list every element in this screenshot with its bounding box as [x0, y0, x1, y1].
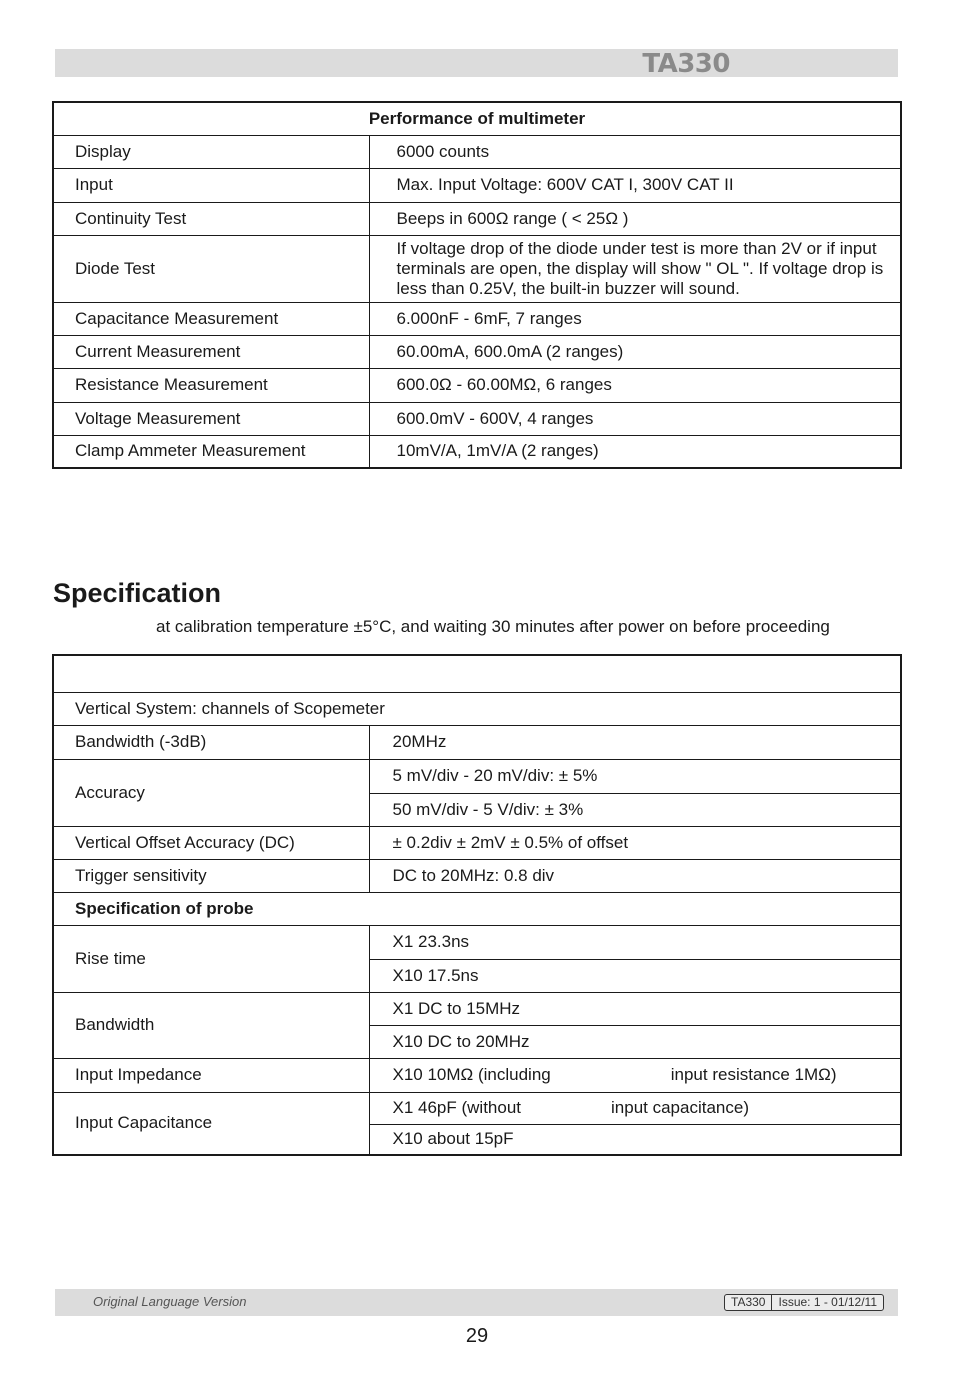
row-value: DC to 20MHz: 0.8 div	[369, 859, 901, 892]
row-value: Max. Input Voltage: 600V CAT I, 300V CAT II	[369, 168, 901, 202]
row-label: Rise time	[53, 925, 369, 992]
row-value: X1 23.3ns	[369, 925, 901, 959]
row-value: X10 about 15pF	[369, 1124, 901, 1155]
empty-header-row	[53, 655, 901, 692]
footer-issue-box	[724, 1294, 884, 1311]
multimeter-performance-table	[52, 101, 902, 469]
row-value: ± 0.2div ± 2mV ± 0.5% of offset	[369, 826, 901, 859]
row-value: X10 17.5ns	[369, 959, 901, 992]
table-title: Performance of multimeter	[53, 102, 901, 135]
header-bar	[55, 49, 898, 77]
row-label: Vertical Offset Accuracy (DC)	[53, 826, 369, 859]
footer-model: TA330	[731, 1295, 766, 1309]
row-value: 50 mV/div - 5 V/div: ± 3%	[369, 793, 901, 826]
row-value: 600.0Ω - 60.00MΩ, 6 ranges	[369, 368, 901, 402]
section-note: at calibration temperature ±5°C, and waiting 30 minutes after power on before proceeding	[156, 617, 830, 636]
row-label: Continuity Test	[53, 202, 369, 235]
row-value: X1 DC to 15MHz	[369, 992, 901, 1025]
row-value: 6000 counts	[369, 135, 901, 168]
row-value: 10mV/A, 1mV/A (2 ranges)	[369, 435, 901, 468]
row-label: Input Impedance	[53, 1058, 369, 1092]
row-label: Diode Test	[53, 235, 369, 302]
row-label: Trigger sensitivity	[53, 859, 369, 892]
row-label: Input	[53, 168, 369, 202]
impedance-text-a: X10 10MΩ (including	[392, 1065, 551, 1084]
row-label: Current Measurement	[53, 335, 369, 368]
row-value: 6.000nF - 6mF, 7 ranges	[369, 302, 901, 335]
footer-bar	[55, 1289, 898, 1316]
row-label: Bandwidth	[53, 992, 369, 1058]
row-label: Clamp Ammeter Measurement	[53, 435, 369, 468]
footer-issue: Issue: 1 - 01/12/11	[771, 1295, 883, 1310]
capacitance-text-b: input capacitance)	[611, 1098, 749, 1117]
row-value: If voltage drop of the diode under test is more than 2V or if input terminals are open, the display will show " OL ". If voltage drop is less than 0.25V, the built-in buzzer will sound.	[369, 235, 901, 302]
row-value: 60.00mA, 600.0mA (2 ranges)	[369, 335, 901, 368]
row-label: Accuracy	[53, 759, 369, 826]
row-value: 5 mV/div - 20 mV/div: ± 5%	[369, 759, 901, 793]
row-label: Display	[53, 135, 369, 168]
scope-specification-table	[52, 654, 902, 1156]
capacitance-text-a: X1 46pF (without	[392, 1098, 522, 1117]
model-title: TA330	[642, 49, 730, 79]
section-heading: Specification	[53, 578, 222, 608]
row-label: Input Capacitance	[53, 1092, 369, 1155]
row-value	[369, 1092, 901, 1124]
page-number: 29	[465, 1325, 489, 1347]
probe-heading-row: Specification of probe	[53, 892, 901, 925]
row-label: Voltage Measurement	[53, 402, 369, 435]
row-value: 20MHz	[369, 725, 901, 759]
row-value: Beeps in 600Ω range ( < 25Ω )	[369, 202, 901, 235]
row-value: X10 DC to 20MHz	[369, 1025, 901, 1058]
row-label: Capacitance Measurement	[53, 302, 369, 335]
vertical-system-row: Vertical System: channels of Scopemeter	[53, 692, 901, 725]
footer-language-note: Original Language Version	[93, 1294, 247, 1309]
impedance-text-b: input resistance 1MΩ)	[670, 1065, 837, 1084]
row-label: Bandwidth (-3dB)	[53, 725, 369, 759]
row-value: 600.0mV - 600V, 4 ranges	[369, 402, 901, 435]
row-value	[369, 1058, 901, 1092]
row-label: Resistance Measurement	[53, 368, 369, 402]
